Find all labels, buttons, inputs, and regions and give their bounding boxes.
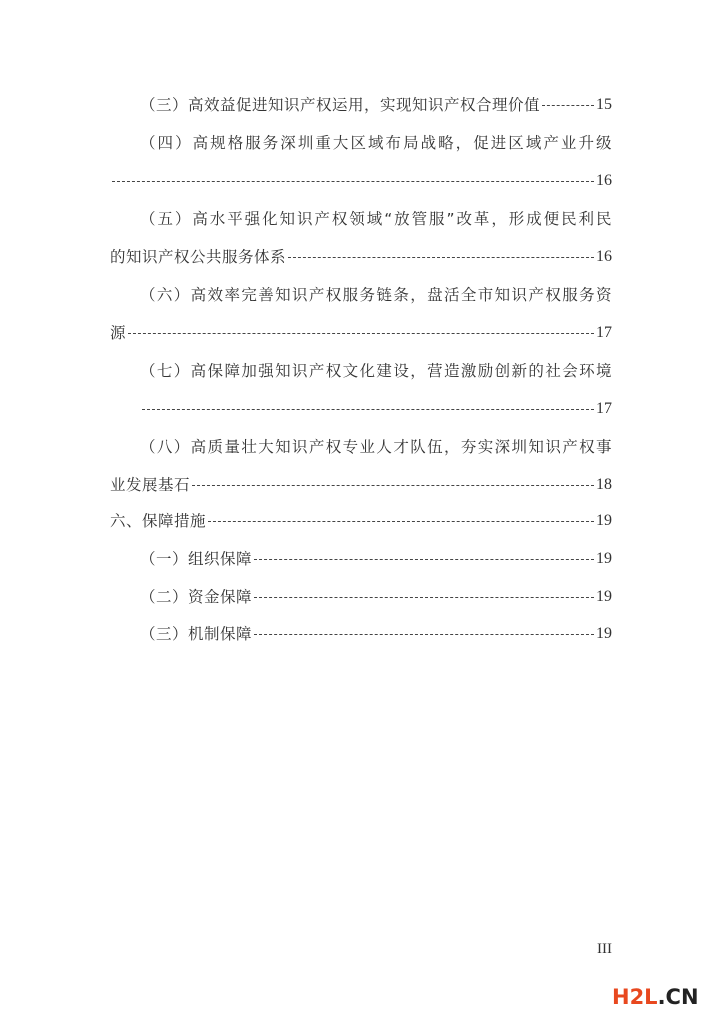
toc-page-number: 19 (596, 588, 612, 605)
toc-entry-title-cont: 的知识产权公共服务体系 (110, 248, 287, 266)
toc-page-number: 18 (596, 476, 612, 493)
toc-entry-4-line1[interactable] (140, 131, 612, 155)
toc-entry-title: （二）资金保障 (140, 588, 253, 606)
toc-page-number: 16 (596, 172, 612, 189)
toc-entry-7-line1[interactable] (140, 359, 612, 383)
dot-leader (208, 521, 594, 522)
toc-entry-title: （一）组织保障 (140, 550, 253, 568)
toc-entry-6-1[interactable] (140, 547, 612, 571)
toc-entry-4-line2[interactable] (110, 169, 612, 193)
toc-entry-5-line2[interactable] (110, 245, 612, 269)
toc-entry-5-line1[interactable] (140, 207, 612, 231)
dot-leader (142, 409, 594, 410)
toc-entry-3-3[interactable] (140, 93, 612, 117)
toc-page-number: 19 (596, 512, 612, 529)
site-watermark-logo (612, 984, 712, 1010)
toc-page-number: 16 (596, 248, 612, 265)
toc-entry-title: （三）机制保障 (140, 625, 253, 643)
toc-page-number: 17 (596, 400, 612, 417)
toc-entry-title: （六）高效率完善知识产权服务链条，盘活全市知识产权服务资 (140, 286, 612, 304)
dot-leader (254, 559, 594, 560)
toc-entry-6-line1[interactable] (140, 283, 612, 307)
page-number: III (597, 941, 612, 957)
toc-page-number: 15 (596, 96, 612, 113)
dot-leader (128, 333, 594, 334)
toc-entry-title: （八）高质量壮大知识产权专业人才队伍，夯实深圳知识产权事 (140, 438, 612, 456)
watermark-part1: H2L (612, 985, 658, 1009)
toc-entry-8-line2[interactable] (110, 473, 612, 497)
dot-leader (112, 181, 594, 182)
toc-entry-title: 六、保障措施 (110, 512, 207, 530)
watermark-part2: .CN (657, 985, 699, 1009)
toc-entry-title: （七）高保障加强知识产权文化建设，营造激励创新的社会环境 (140, 362, 612, 380)
dot-leader (254, 634, 594, 635)
toc-entry-title: （三）高效益促进知识产权运用，实现知识产权合理价值 (140, 96, 541, 114)
toc-page-number: 19 (596, 550, 612, 567)
toc-page-number: 19 (596, 625, 612, 642)
dot-leader (288, 257, 594, 258)
toc-entry-6-3[interactable] (140, 622, 612, 646)
toc-entry-section-6[interactable] (110, 509, 612, 533)
toc-entry-6-line2[interactable] (110, 321, 612, 345)
toc-entry-title: （四）高规格服务深圳重大区域布局战略，促进区域产业升级 (140, 134, 612, 152)
toc-entry-8-line1[interactable] (140, 435, 612, 459)
toc-entry-title: （五）高水平强化知识产权领域“放管服”改革，形成便民利民 (140, 210, 612, 228)
dot-leader (254, 597, 594, 598)
toc-entry-title-cont: 业发展基石 (110, 476, 191, 494)
toc-page-number: 17 (596, 324, 612, 341)
toc-entry-6-2[interactable] (140, 585, 612, 609)
toc-entry-7-line2[interactable] (140, 397, 612, 421)
dot-leader (192, 485, 594, 486)
dot-leader (542, 105, 594, 106)
toc-entry-title-cont: 源 (110, 324, 127, 342)
